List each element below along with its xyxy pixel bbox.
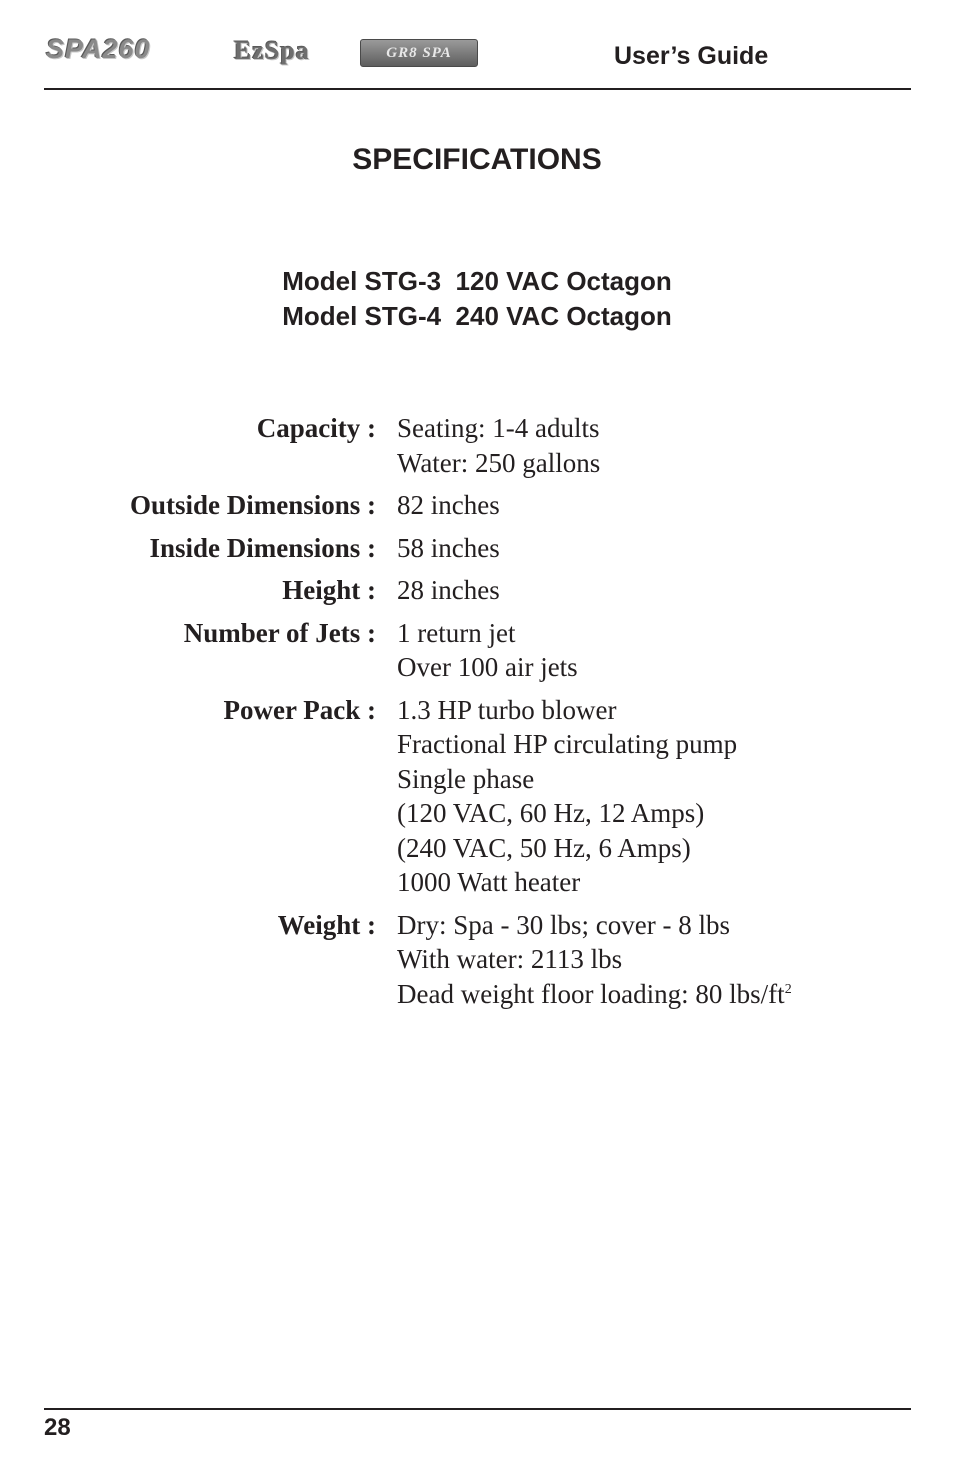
spec-row-number-of-jets: [0, 616, 954, 685]
spec-label: Height :: [282, 575, 376, 605]
spec-values: [397, 573, 500, 608]
spec-value: 28 inches: [397, 575, 500, 605]
spec-row-capacity: [0, 411, 954, 480]
spec-value: Dry: Spa - 30 lbs; cover - 8 lbs: [397, 909, 730, 940]
spec-row-height: [0, 573, 954, 608]
spec-value: With water: 2113 lbs: [397, 944, 623, 974]
spec-value: (120 VAC, 60 Hz, 12 Amps): [397, 798, 705, 828]
spec-value: Water: 250 gallons: [397, 447, 601, 478]
spec-row-inside-dimensions: [0, 531, 954, 566]
guide-title: User’s Guide: [614, 42, 769, 70]
spec-label: Inside Dimensions :: [149, 532, 376, 563]
page-header: [44, 30, 911, 90]
spec-values: [397, 693, 737, 900]
spec-row-outside-dimensions: [0, 488, 954, 523]
model-list: [0, 264, 954, 334]
spec-value-text: Dead weight floor loading: 80 lbs/ft: [397, 978, 785, 1009]
spec-value: 58 inches: [397, 532, 500, 563]
spec-values: [397, 908, 792, 1012]
superscript-exponent: 2: [784, 981, 792, 997]
page-title: SPECIFICATIONS: [352, 143, 602, 176]
spec-values: [397, 616, 578, 685]
spec-value: Seating: 1-4 adults: [397, 413, 600, 443]
page-number: 28: [44, 1414, 71, 1441]
spec-values: [397, 531, 500, 566]
spec-value: 1000 Watt heater: [397, 867, 581, 897]
spec-value-floor-loading: [397, 977, 792, 1012]
spec-value: Over 100 air jets: [397, 652, 578, 682]
ezspa-logo: EzSpa: [234, 36, 310, 65]
spec-row-weight: [0, 908, 954, 1012]
spec-values: [397, 488, 500, 523]
model-line: Model STG-3 120 VAC Octagon: [282, 266, 672, 296]
spa260-logo: SPA260: [46, 34, 151, 64]
spec-value: 82 inches: [397, 490, 500, 520]
spec-value: (240 VAC, 50 Hz, 6 Amps): [397, 832, 691, 863]
spec-value: 1 return jet: [397, 617, 516, 648]
spec-label: Capacity :: [256, 413, 376, 443]
spec-label: Power Pack :: [223, 694, 376, 725]
spec-row-power-pack: [0, 693, 954, 900]
spec-label: Number of Jets :: [183, 617, 376, 648]
spec-value: Fractional HP circulating pump: [397, 729, 738, 759]
spec-value: Single phase: [397, 763, 535, 794]
specifications-table: [0, 411, 954, 1019]
page-footer: [44, 1408, 911, 1441]
spec-label: Outside Dimensions :: [129, 490, 376, 520]
spec-values: [397, 411, 600, 480]
model-line: Model STG-4 240 VAC Octagon: [282, 301, 672, 331]
grgspa-logo: GR8 SPA: [360, 39, 478, 67]
spec-value: 1.3 HP turbo blower: [397, 694, 617, 725]
spec-label: Weight :: [277, 909, 376, 940]
